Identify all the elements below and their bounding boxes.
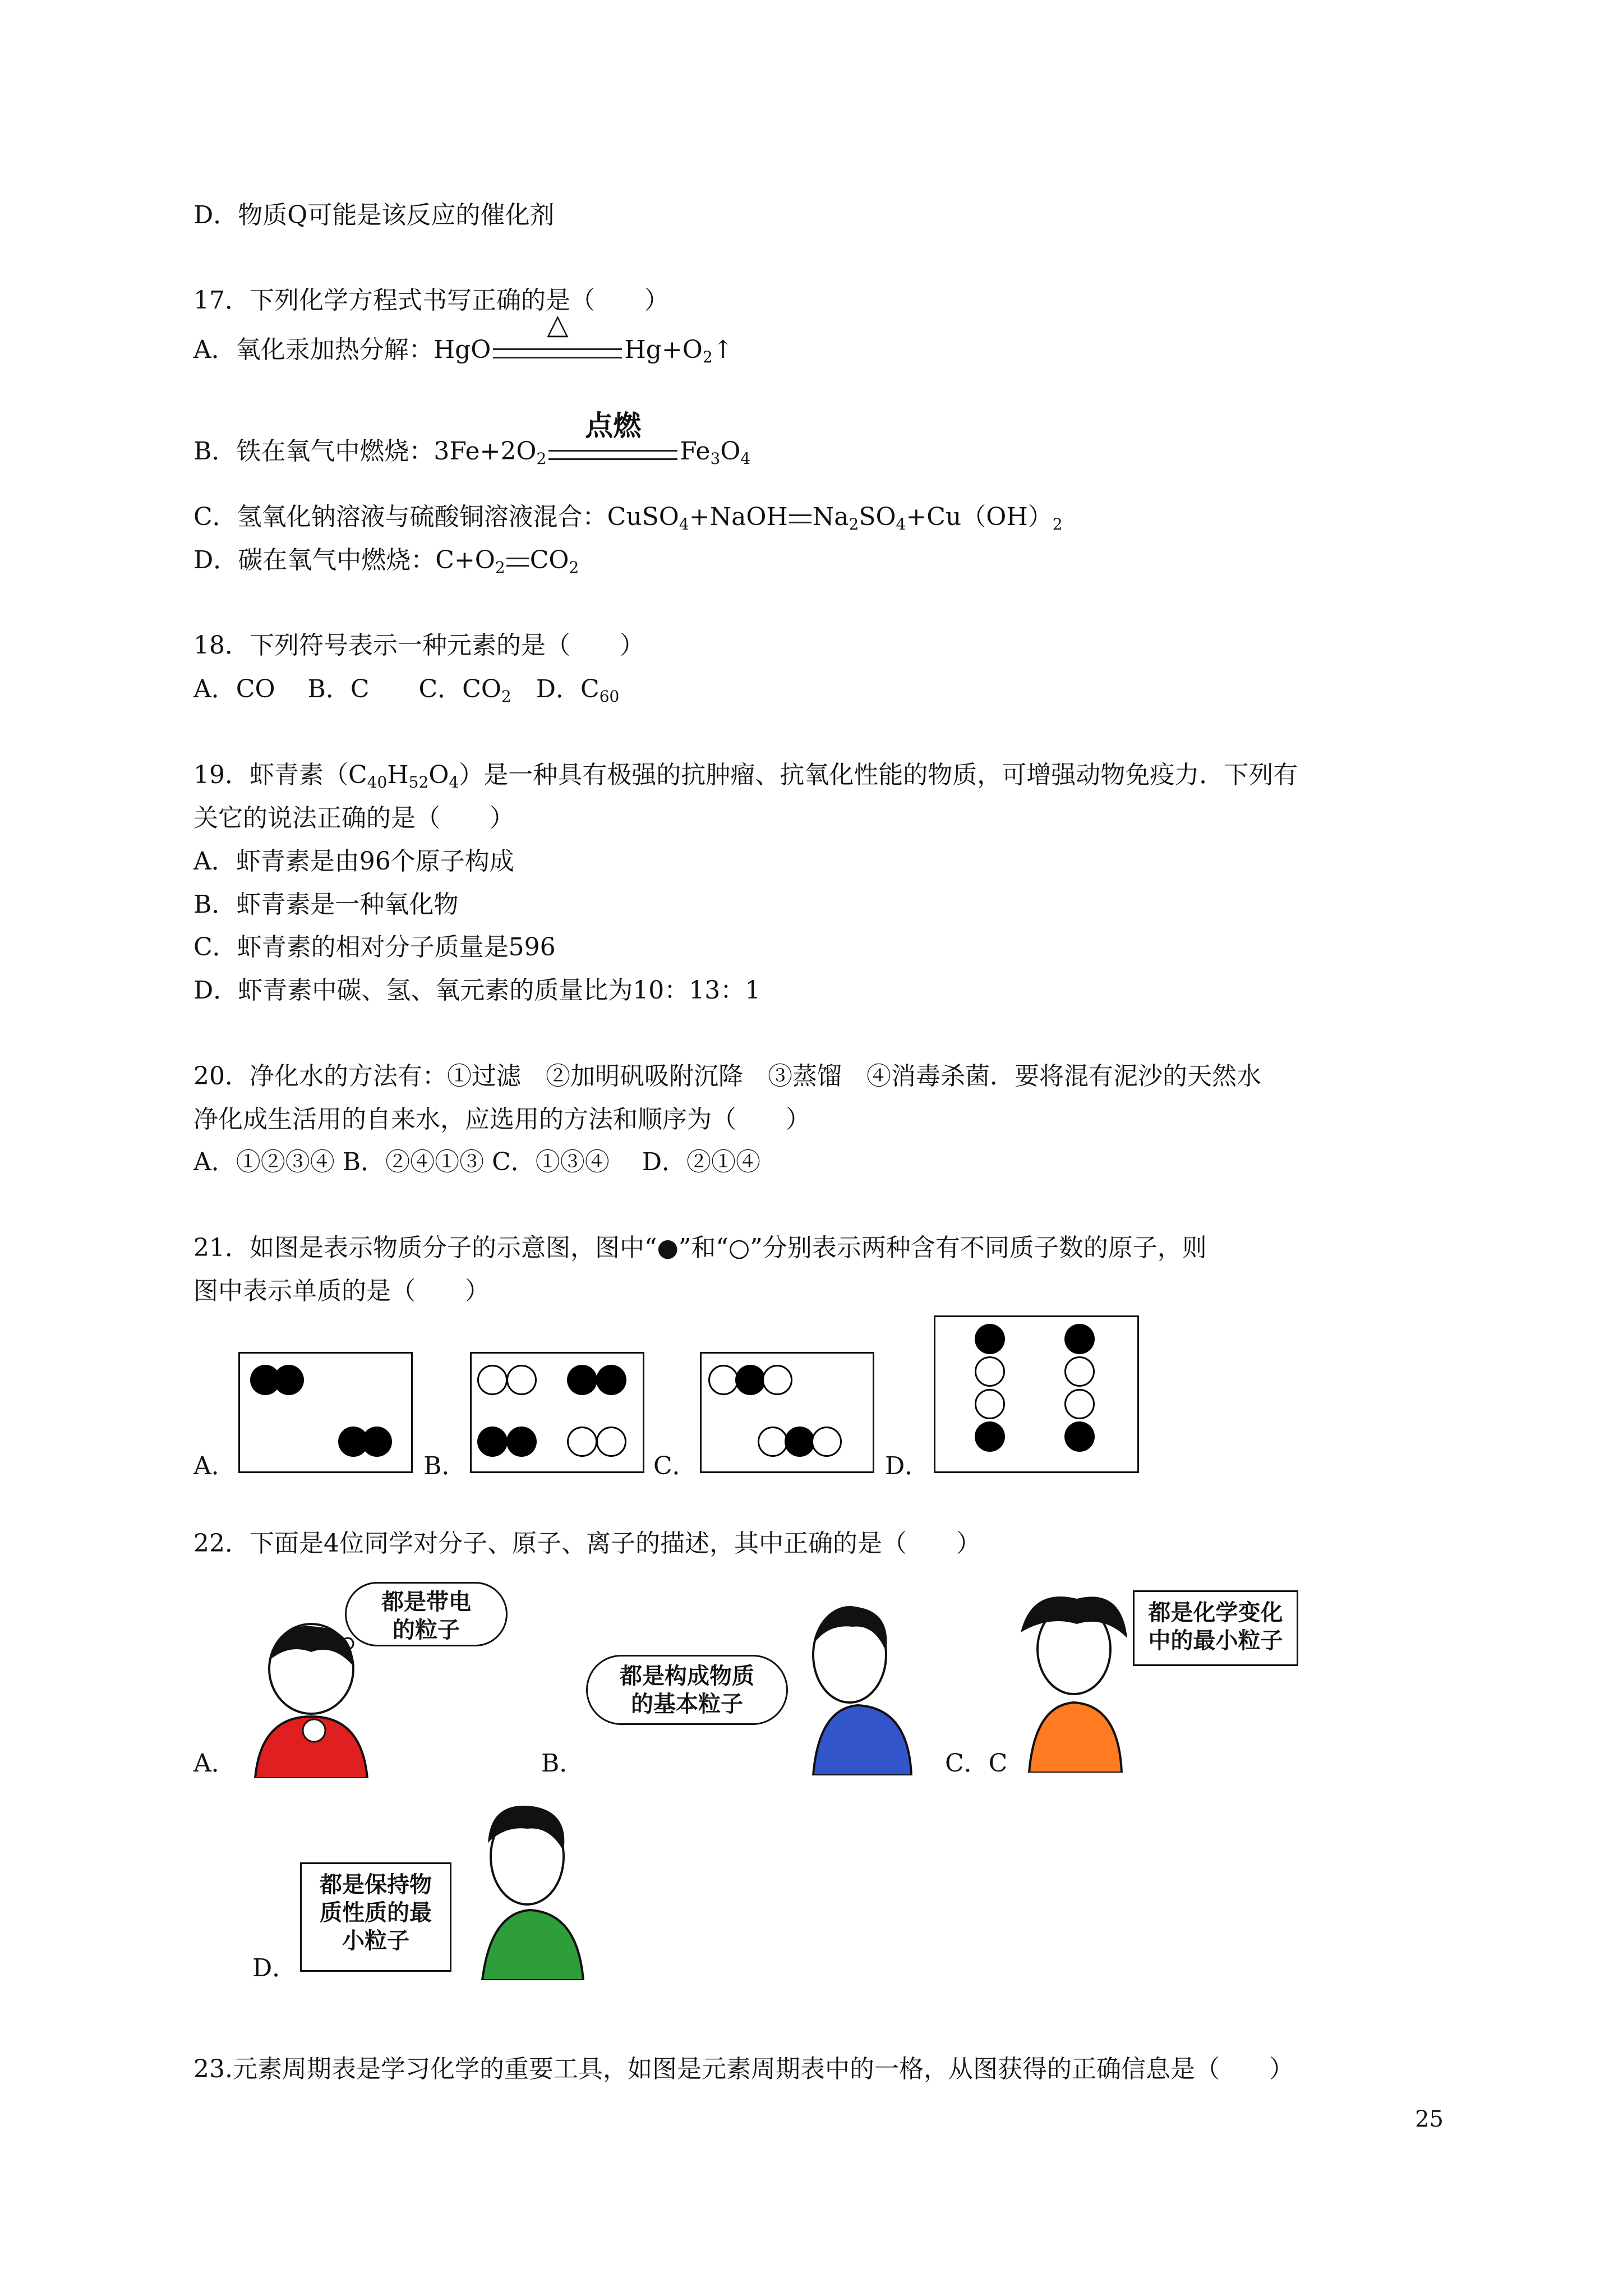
q22-label-b: B． <box>541 1749 584 1778</box>
molecule-box-c <box>700 1352 874 1473</box>
q21-stem: 21．如图是表示物质分子的示意图，图中“●”和“○”分别表示两种含有不同质子数的原子，则 <box>193 1234 1207 1262</box>
molecule-box-d <box>934 1315 1139 1473</box>
q20-stem-2: 净化成生活用的自来水，应选用的方法和顺序为（ ） <box>193 1105 810 1134</box>
molecule-box-b <box>470 1352 644 1473</box>
q19-option-c: C．虾青素的相对分子质量是596 <box>193 933 556 961</box>
molecule-box-a <box>238 1352 413 1473</box>
q17-option-d: D．碳在氧气中燃烧：$C+O_2$ $CO_2$ <box>193 546 579 577</box>
q19-option-d: D．虾青素中碳、氢、氧元素的质量比为10：13：1 <box>193 976 761 1005</box>
q16-option-d: D．物质Q可能是该反应的催化剂 <box>193 201 555 229</box>
speech-bubble-d: 都是保持物 质性质的最 小粒子 <box>300 1862 451 1972</box>
q19-option-a: A．虾青素是由96个原子构成 <box>193 847 514 876</box>
q21-stem-2: 图中表示单质的是（ ） <box>193 1277 490 1305</box>
reaction-condition-ignite: 点燃 <box>548 442 677 464</box>
q19-stem-2: 关它的说法正确的是（ ） <box>193 804 514 832</box>
q20-options: A．①②③④ B．②④①③ C．①③④ D．②①④ <box>193 1148 761 1176</box>
q17-option-c: C．氢氧化钠溶液与硫酸铜溶液混合：CuSO$_4$+NaOH $Na_2SO_4+Cu(OH)_2$ <box>193 503 1063 533</box>
student-boy-green-icon <box>465 1801 594 1980</box>
q21-label-a: A． <box>193 1452 236 1480</box>
q23-stem: 23.元素周期表是学习化学的重要工具，如图是元素周期表中的一格，从图获得的正确信息是（ ） <box>193 2055 1294 2083</box>
q17-option-a: A．氧化汞加热分解：HgO △ $Hg+O_2↑$ <box>193 307 734 366</box>
speech-bubble-b: 都是构成物质 的基本粒子 <box>586 1655 788 1725</box>
q21-label-d: D． <box>885 1452 930 1480</box>
q18-options: A．CO B．C C．$CO_2$ D．$C_{60}$ <box>193 675 620 706</box>
gas-arrow-icon: ↑ <box>712 335 734 364</box>
q21-label-b: B． <box>423 1452 467 1480</box>
q18-stem: 18．下列符号表示一种元素的是（ ） <box>193 631 644 660</box>
q19-stem: 19．虾青素$(C_{40}H_{52}O_4)$是一种具有极强的抗肿瘤、抗氧化性能的物质，可增强动物免疫力．下列有 <box>193 761 1298 792</box>
q17-option-b: B．铁在氧气中燃烧：$3Fe+2O_2$ 点燃 $Fe_3O_4$ <box>193 409 751 468</box>
q22-label-d: D． <box>252 1954 297 1982</box>
q22-stem: 22．下面是4位同学对分子、原子、离子的描述，其中正确的是（ ） <box>193 1529 981 1558</box>
q21-label-c: C． <box>653 1452 697 1480</box>
student-boy-blue-icon <box>791 1602 920 1775</box>
q17-stem: 17．下列化学方程式书写正确的是（ ） <box>193 286 669 315</box>
q22-label-c: C．C <box>945 1749 1008 1778</box>
q20-stem: 20．净化水的方法有：①过滤 ②加明矾吸附沉降 ③蒸馏 ④消毒杀菌．要将混有泥沙的天然水 <box>193 1062 1261 1091</box>
reaction-condition-heat: △ <box>493 341 622 363</box>
student-girl-orange-icon <box>1009 1588 1138 1773</box>
student-boy-red-icon <box>244 1621 379 1778</box>
q19-option-b: B．虾青素是一种氧化物 <box>193 890 459 919</box>
q22-label-a: A． <box>193 1749 236 1778</box>
speech-bubble-c: 都是化学变化 中的最小粒子 <box>1133 1590 1298 1666</box>
page-number: 25 <box>1415 2106 1444 2132</box>
speech-bubble-a: 都是带电 的粒子 <box>345 1582 508 1646</box>
